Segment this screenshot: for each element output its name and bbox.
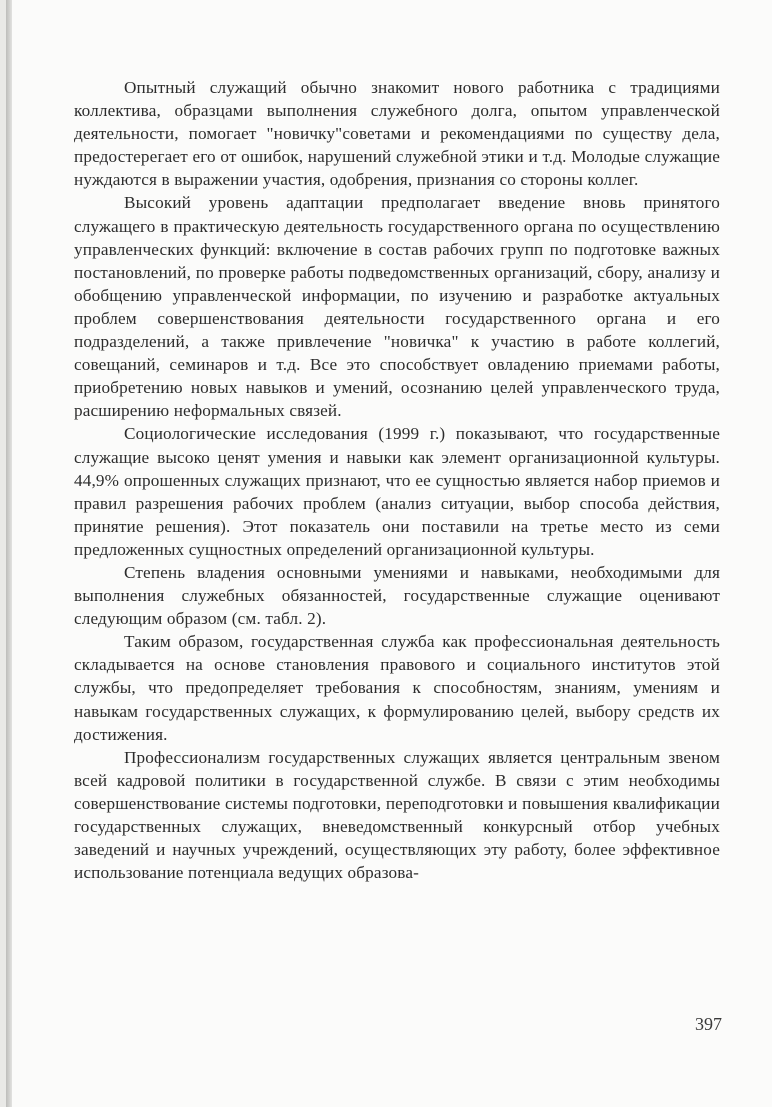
paragraph-mentoring: Опытный служащий обычно знакомит нового работника с традициями коллектива, образцами выполнения служебного долга, опытом управленческой деятельности, помогает "новичку"советами и рекомендациями по существу дела, предостерегает его от ошибок, нарушений служебной этики и т.д. Молодые служащие нуждаются в выражении участия, одобрения, признания со стороны коллег. [74,78,720,190]
paragraph-adaptation: Высокий уровень адаптации предполагает введение вновь принятого служащего в практическую деятельность государственного органа по осуществлению управленческих функций: включение в состав рабочих групп по подготовке важных постановлений, по проверке работы подведомственных организаций, сбору, анализу и обобщению управленческой информации, по изучению и разработке актуальных проблем совершенствования деятельности государственного органа и его подразделений, а также привлечение "новичка" к участию в работе коллегий, совещаний, семинаров и т.д. Все это способствует овладению приемами работы, приобретению новых навыков и умений, осознанию целей управленческого труда, расширению неформальных связей. [74,193,720,421]
document-page [6,0,772,1107]
page-left-edge [6,0,12,1107]
paragraph-skills-assessment: Степень владения основными умениями и навыками, необходимыми для выполнения служебных обязанностей, государственные служащие оценивают следующим образом (см. табл. 2). [74,562,720,629]
paragraph-conclusion: Таким образом, государственная служба как профессиональная деятельность складывается на основе становления правового и социального институтов этой службы, что предопределяет требования к способностям, знаниям, умениям и навыкам государственных служащих, к формулированию целей, выбору средств их достижения. [74,632,720,744]
paragraph-sociological-research: Социологические исследования (1999 г.) показывают, что государственные служащие высоко ценят умения и навыки как элемент организационной культуры. 44,9% опрошенных служащих признают, что ее сущностью является набор приемов и правил разрешения рабочих проблем (анализ ситуации, выбор способа действия, принятие решения). Этот показатель они поставили на третье место из семи предложенных сущностных определений организационной культуры. [74,424,720,559]
paragraph-professionalism: Профессионализм государственных служащих является центральным звеном всей кадровой политики в государственной службе. В связи с этим необходимы совершенствование системы подготовки, переподготовки и повышения квалификации государственных служащих, вневедомственный конкурсный отбор учебных заведений и научных учреждений, осуществляющих эту работу, более эффективное использование потенциала ведущих образова- [74,747,720,883]
body-text [74,76,720,884]
page-number: 397 [695,1014,722,1034]
